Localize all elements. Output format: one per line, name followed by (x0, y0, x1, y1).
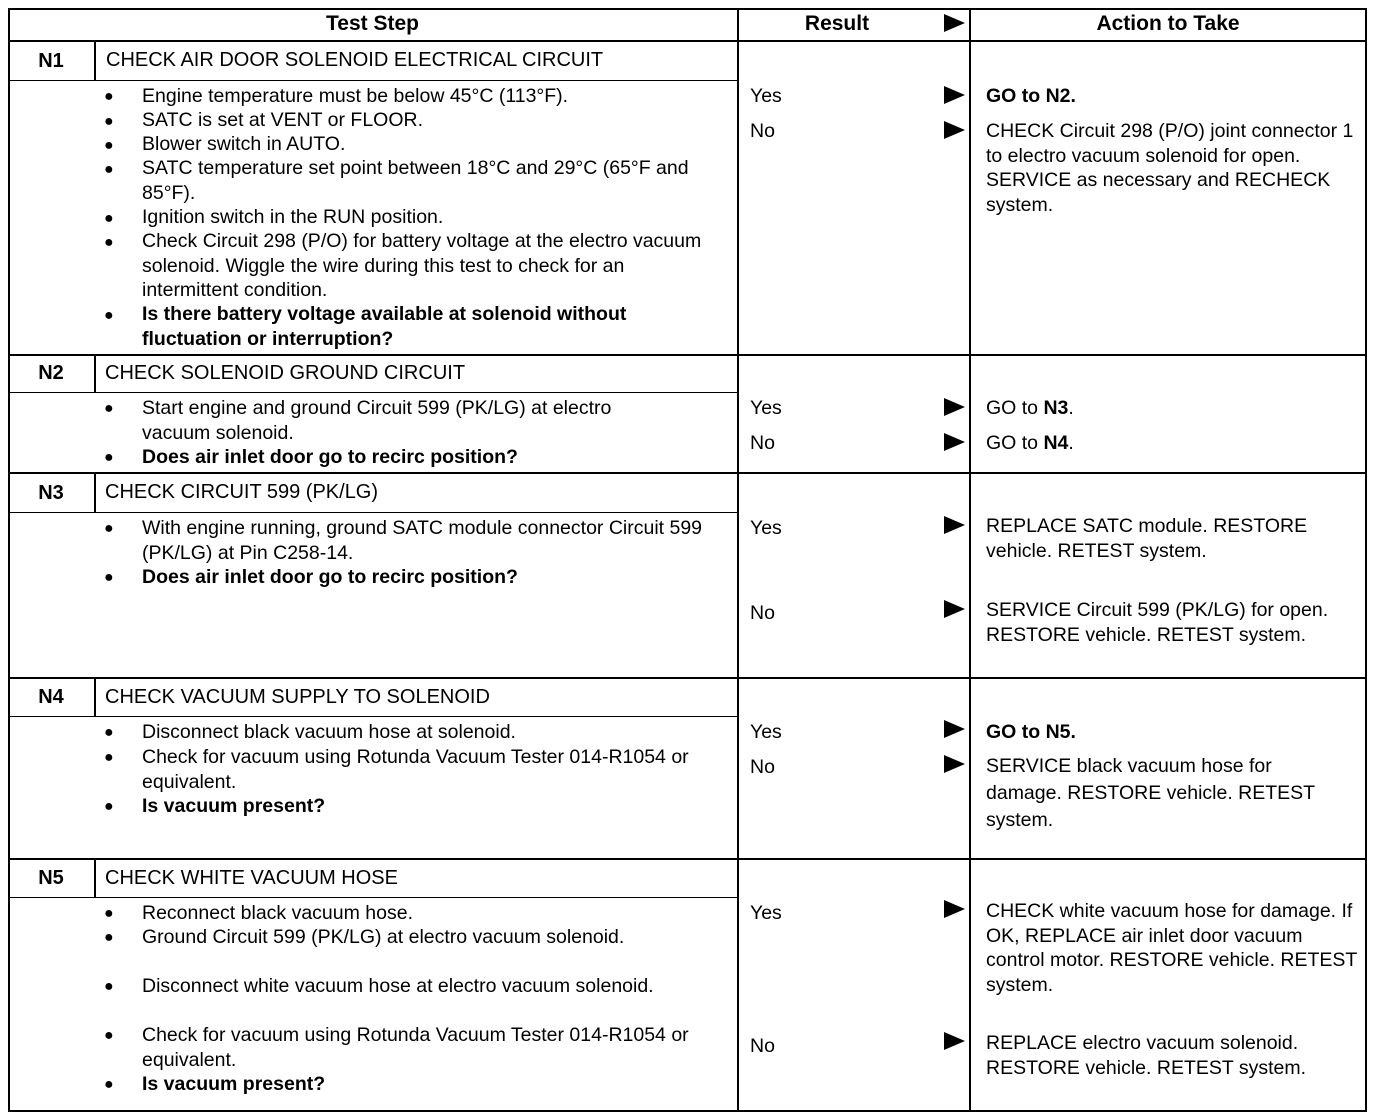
diagnostic-table (8, 8, 1367, 1112)
step-n1-id: N1 (38, 50, 64, 72)
step-n3-question: Does air inlet door go to recirc position? (142, 566, 518, 588)
divider-n4-id (94, 677, 96, 716)
divider-n1-id (94, 40, 96, 80)
step-n1-bullet: Ignition switch in the RUN position. (142, 206, 444, 228)
step-n3-title: CHECK CIRCUIT 599 (PK/LG) (105, 481, 379, 503)
arrow-icon (944, 720, 965, 738)
step-n5-action-yes: CHECK white vacuum hose for damage. If OK, REPLACE air inlet door vacuum control motor. RESTORE vehicle. RETEST system. (986, 900, 1357, 996)
divider-n5-id (94, 858, 96, 897)
rule-n4 (8, 677, 1367, 679)
step-n2-bullet: Start engine and ground Circuit 599 (PK/LG) at electro vacuum solenoid. (142, 397, 612, 444)
arrow-icon (944, 433, 965, 451)
header-test-step: Test Step (326, 12, 419, 35)
step-n3-id: N3 (38, 482, 64, 504)
step-n4-result-yes: Yes (750, 721, 782, 743)
step-n1-bullet: SATC temperature set point between 18°C and 29°C (65°F and 85°F). (142, 157, 689, 204)
step-n1-action-yes: GO to N2. (986, 85, 1076, 107)
arrow-icon (944, 900, 965, 918)
step-n2-action-yes: GO to N3. (986, 397, 1074, 419)
rule-n1-title (8, 80, 737, 81)
step-n2-title: CHECK SOLENOID GROUND CIRCUIT (105, 362, 466, 384)
step-n2-id: N2 (38, 362, 64, 384)
step-n5-bullet: Ground Circuit 599 (PK/LG) at electro vacuum solenoid. (142, 926, 625, 948)
step-n1-question: Is there battery voltage available at solenoid without fluctuation or interruption? (142, 303, 627, 350)
step-n4-bullet: Disconnect black vacuum hose at solenoid. (142, 721, 516, 743)
bullet-icon: ● (104, 1027, 114, 1044)
step-n5-question: Is vacuum present? (142, 1073, 326, 1095)
step-n3-result-yes: Yes (750, 517, 782, 539)
bullet-icon: ● (104, 113, 114, 130)
rule-n2-title (8, 392, 737, 393)
step-n1-bullet: SATC is set at VENT or FLOOR. (142, 109, 424, 131)
step-n4-bullet: Check for vacuum using Rotunda Vacuum Tester 014-R1054 or equivalent. (142, 746, 689, 793)
bullet-icon: ● (104, 749, 114, 766)
arrow-icon (944, 1032, 965, 1050)
step-n3-bullet: With engine running, ground SATC module connector Circuit 599 (PK/LG) at Pin C258-14. (142, 517, 703, 564)
bullet-icon: ● (104, 569, 114, 586)
rule-n5 (8, 858, 1367, 860)
arrow-icon (944, 755, 965, 773)
step-n1-result-no: No (750, 120, 775, 142)
arrow-icon (944, 516, 965, 534)
step-n2-result-no: No (750, 432, 775, 454)
bullet-icon: ● (104, 978, 114, 995)
header-result: Result (804, 12, 870, 35)
step-n5-title: CHECK WHITE VACUUM HOSE (105, 867, 398, 889)
step-n5-result-yes: Yes (750, 902, 782, 924)
arrow-icon (944, 86, 965, 104)
step-n3-result-no: No (750, 602, 775, 624)
step-n4-question: Is vacuum present? (142, 795, 326, 817)
step-n5-bullet: Disconnect white vacuum hose at electro vacuum solenoid. (142, 975, 654, 997)
step-n1-result-yes: Yes (750, 85, 782, 107)
step-n5-result-no: No (750, 1035, 775, 1057)
step-n2-result-yes: Yes (750, 397, 782, 419)
step-n3-action-yes: REPLACE SATC module. RESTORE vehicle. RETEST system. (986, 515, 1308, 562)
step-n3-action-no: SERVICE Circuit 599 (PK/LG) for open. RESTORE vehicle. RETEST system. (986, 599, 1329, 646)
header-action: Action to Take (1096, 12, 1240, 35)
divider-n2-id (94, 354, 96, 392)
bullet-icon: ● (104, 798, 114, 815)
step-n5-action-no: REPLACE electro vacuum solenoid. RESTORE vehicle. RETEST system. (986, 1032, 1307, 1079)
bullet-icon: ● (104, 520, 114, 537)
bullet-icon: ● (104, 449, 114, 466)
step-n5-bullet: Reconnect black vacuum hose. (142, 902, 413, 924)
arrow-icon (944, 600, 965, 618)
step-n4-id: N4 (38, 686, 64, 708)
bullet-icon: ● (104, 88, 114, 105)
arrow-icon (944, 121, 965, 139)
step-n4-action-yes: GO to N5. (986, 721, 1076, 743)
rule-n3 (8, 472, 1367, 474)
step-n1-bullet: Blower switch in AUTO. (142, 133, 346, 155)
header-arrow-icon (944, 14, 965, 32)
step-n5-id: N5 (38, 867, 64, 889)
bullet-icon: ● (104, 137, 114, 154)
bullet-icon: ● (104, 307, 114, 324)
rule-n5-title (8, 897, 737, 898)
bullet-icon: ● (104, 905, 114, 922)
bullet-icon: ● (104, 1076, 114, 1093)
rule-header (8, 40, 1367, 42)
step-n2-action-no: GO to N4. (986, 432, 1074, 454)
step-n4-result-no: No (750, 756, 775, 778)
bullet-icon: ● (104, 724, 114, 741)
divider-action (969, 8, 971, 1112)
step-n1-bullet: Check Circuit 298 (P/O) for battery voltage at the electro vacuum solenoid. Wiggle the wire during this test to check for an intermittent condition. (142, 230, 702, 301)
step-n5-bullet: Check for vacuum using Rotunda Vacuum Tester 014-R1054 or equivalent. (142, 1024, 689, 1071)
arrow-icon (944, 398, 965, 416)
step-n1-title: CHECK AIR DOOR SOLENOID ELECTRICAL CIRCUIT (106, 49, 604, 71)
bullet-icon: ● (104, 400, 114, 417)
divider-n3-id (94, 472, 96, 512)
bullet-icon: ● (104, 161, 114, 178)
bullet-icon: ● (104, 929, 114, 946)
divider-result (737, 8, 739, 1112)
step-n1-bullet: Engine temperature must be below 45°C (113°F). (142, 85, 569, 107)
step-n4-action-no: SERVICE black vacuum hose for damage. RESTORE vehicle. RETEST system. (986, 755, 1315, 831)
step-n4-title: CHECK VACUUM SUPPLY TO SOLENOID (105, 686, 490, 708)
bullet-icon: ● (104, 210, 114, 227)
bullet-icon: ● (104, 234, 114, 251)
step-n1-action-no: CHECK Circuit 298 (P/O) joint connector 1 to electro vacuum solenoid for open. SERVICE as necessary and RECHECK system. (986, 120, 1354, 216)
step-n2-question: Does air inlet door go to recirc position? (142, 446, 518, 468)
rule-n3-title (8, 512, 737, 513)
rule-n4-title (8, 716, 737, 717)
rule-n2 (8, 354, 1367, 356)
